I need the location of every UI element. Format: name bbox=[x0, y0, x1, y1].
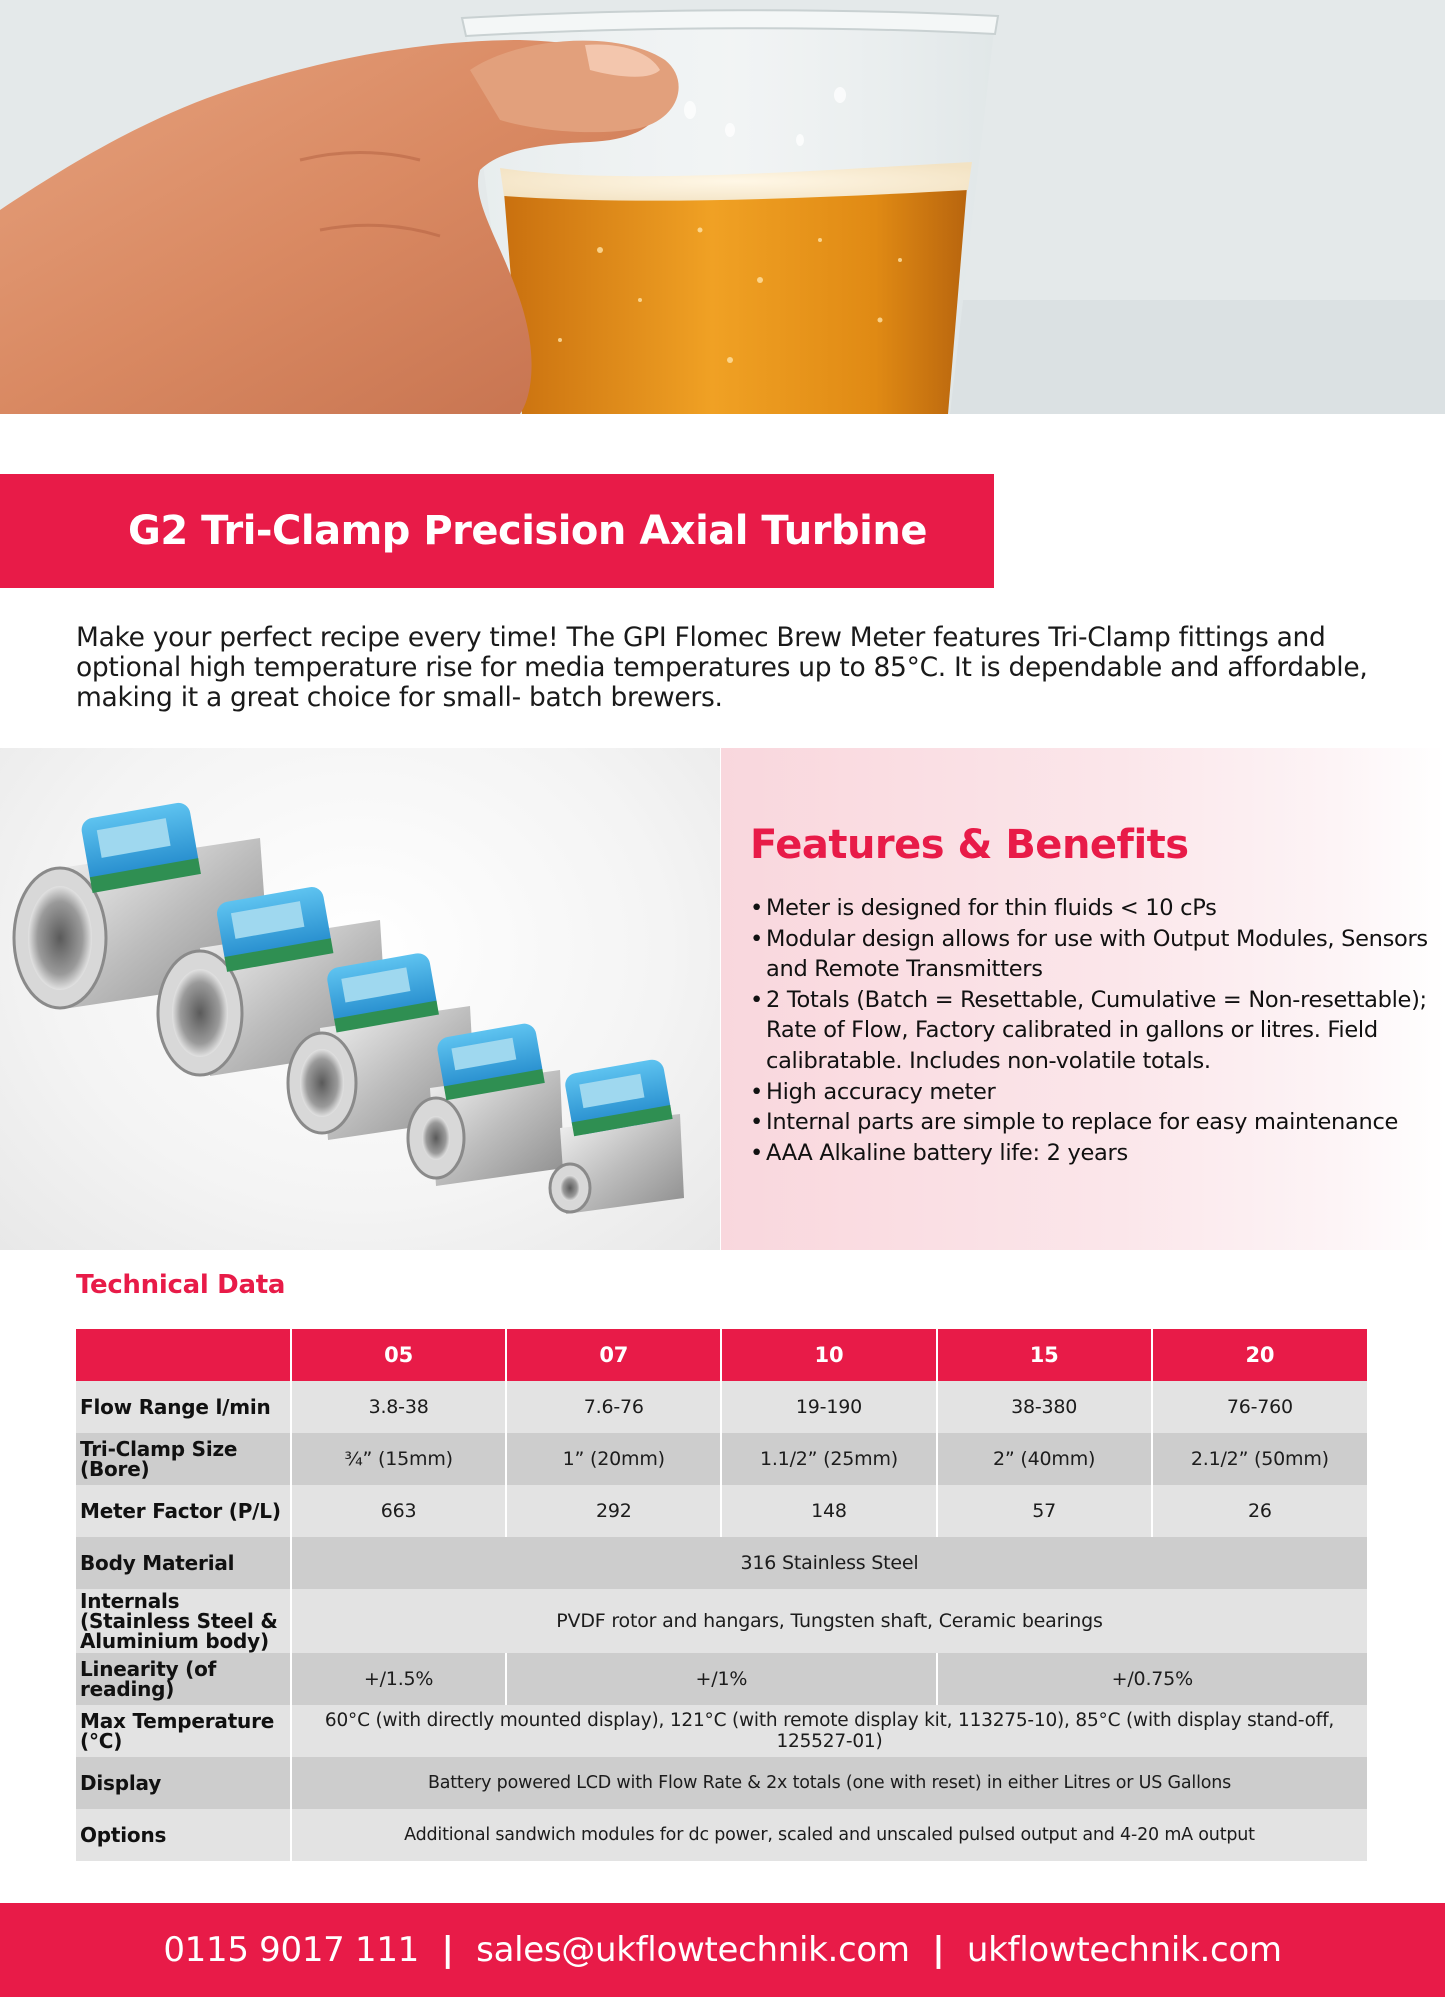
row-label: Meter Factor (P/L) bbox=[76, 1485, 291, 1537]
table-cell: 2.1/2” (50mm) bbox=[1190, 1448, 1329, 1470]
footer-website[interactable]: ukflowtechnik.com bbox=[966, 1930, 1282, 1970]
table-cell: Additional sandwich modules for dc power, scaled and unscaled pulsed output and 4-20 mA output bbox=[404, 1825, 1255, 1845]
bullet-glyph: • bbox=[750, 1078, 763, 1105]
bullet-glyph: • bbox=[750, 986, 763, 1013]
feature-item bbox=[750, 924, 1440, 985]
table-row bbox=[76, 1381, 1367, 1433]
row-label: Internals (Stainless Steel & Aluminium body) bbox=[76, 1589, 291, 1653]
table-cell: +/1% bbox=[506, 1653, 936, 1705]
feature-text: 2 Totals (Batch = Resettable, Cumulative = Non-resettable); Rate of Flow, Factory calibrated in gallons or litres. Field calibratable. Includes non-volatile totals. bbox=[766, 986, 1427, 1074]
feature-item bbox=[750, 893, 1440, 924]
row-label: Tri-Clamp Size (Bore) bbox=[76, 1433, 291, 1485]
table-cell: 316 Stainless Steel bbox=[740, 1552, 919, 1574]
table-cell: +/0.75% bbox=[1111, 1668, 1193, 1690]
header-empty-cell bbox=[76, 1329, 291, 1381]
table-row bbox=[76, 1653, 1367, 1705]
table-cell: 38-380 bbox=[937, 1381, 1152, 1433]
table-row bbox=[76, 1433, 1367, 1485]
row-label: Display bbox=[76, 1757, 291, 1809]
row-label: Options bbox=[76, 1809, 291, 1861]
column-header: 20 bbox=[1152, 1329, 1367, 1381]
table-row bbox=[76, 1537, 1367, 1589]
footer-email[interactable]: sales@ukflowtechnik.com bbox=[476, 1930, 910, 1970]
hero-image-beer-cup bbox=[0, 0, 1445, 414]
column-header: 05 bbox=[291, 1329, 506, 1381]
table-cell: +/1.5% bbox=[291, 1653, 506, 1705]
feature-item bbox=[750, 985, 1440, 1077]
row-label: Linearity (of reading) bbox=[76, 1653, 291, 1705]
feature-text: Meter is designed for thin fluids < 10 cPs bbox=[766, 895, 1217, 921]
table-row bbox=[76, 1485, 1367, 1537]
table-cell: Battery powered LCD with Flow Rate & 2x totals (one with reset) in either Litres or US Gallons bbox=[427, 1773, 1232, 1793]
table-cell: 1” (20mm) bbox=[506, 1433, 721, 1485]
table-cell: 148 bbox=[721, 1485, 936, 1537]
bullet-glyph: • bbox=[750, 895, 763, 921]
table-row bbox=[76, 1809, 1367, 1861]
table-row bbox=[76, 1589, 1367, 1653]
table-cell: PVDF rotor and hangars, Tungsten shaft, Ceramic bearings bbox=[556, 1610, 1103, 1632]
table-header-row bbox=[76, 1329, 1367, 1381]
features-title: Features & Benefits bbox=[750, 822, 1189, 868]
feature-text: High accuracy meter bbox=[766, 1078, 996, 1105]
row-label: Max Temperature (°C) bbox=[76, 1705, 291, 1757]
bullet-glyph: • bbox=[750, 1109, 763, 1136]
table-cell: 60°C (with directly mounted display), 121°C (with remote display kit, 113275-10), 85°C (with display stand-off, 125527-01) bbox=[324, 1710, 1335, 1752]
feature-item bbox=[750, 1077, 1440, 1108]
table-row bbox=[76, 1757, 1367, 1809]
table-cell: 663 bbox=[291, 1485, 506, 1537]
intro-paragraph: Make your perfect recipe every time! The GPI Flomec Brew Meter features Tri-Clamp fittings and optional high temperature rise for media temperatures up to 85°C. It is dependable and affordable, making it a great choice for small- batch brewers. bbox=[76, 622, 1368, 713]
table-row bbox=[76, 1705, 1367, 1757]
table-cell: 1.1/2” (25mm) bbox=[721, 1433, 936, 1485]
technical-data-title: Technical Data bbox=[76, 1270, 286, 1300]
features-list bbox=[750, 893, 1440, 1168]
column-header: 10 bbox=[721, 1329, 936, 1381]
flow-meters-illustration bbox=[0, 748, 720, 1250]
table-cell: 2” (40mm) bbox=[937, 1433, 1152, 1485]
feature-text: AAA Alkaline battery life: 2 years bbox=[766, 1139, 1128, 1166]
table-cell: ¾” (15mm) bbox=[291, 1433, 506, 1485]
column-header: 15 bbox=[937, 1329, 1152, 1381]
feature-item bbox=[750, 1138, 1440, 1169]
table-cell: 26 bbox=[1247, 1500, 1272, 1522]
feature-text: Modular design allows for use with Output Modules, Sensors and Remote Transmitters bbox=[766, 925, 1428, 983]
footer-phone[interactable]: 0115 9017 111 bbox=[163, 1930, 419, 1970]
table-cell: 3.8-38 bbox=[291, 1381, 506, 1433]
row-label: Body Material bbox=[76, 1537, 291, 1589]
footer-contact bbox=[0, 1903, 1445, 1997]
beer-cup-illustration bbox=[0, 0, 1445, 414]
column-header: 07 bbox=[506, 1329, 721, 1381]
table-cell: 19-190 bbox=[721, 1381, 936, 1433]
table-cell: 292 bbox=[506, 1485, 721, 1537]
bullet-glyph: • bbox=[750, 1139, 763, 1166]
row-label: Flow Range l/min bbox=[76, 1381, 291, 1433]
page-title: G2 Tri-Clamp Precision Axial Turbine bbox=[128, 508, 927, 554]
footer-separator: | bbox=[932, 1930, 945, 1970]
feature-text: Internal parts are simple to replace for easy maintenance bbox=[766, 1109, 1399, 1136]
product-image-flow-meters bbox=[0, 748, 720, 1250]
table-cell: 7.6-76 bbox=[506, 1381, 721, 1433]
bullet-glyph: • bbox=[750, 925, 763, 952]
table-cell: 76-760 bbox=[1226, 1396, 1293, 1418]
technical-data-table bbox=[76, 1329, 1367, 1861]
table-cell: 57 bbox=[937, 1485, 1152, 1537]
feature-item bbox=[750, 1107, 1440, 1138]
footer-separator: | bbox=[441, 1930, 454, 1970]
